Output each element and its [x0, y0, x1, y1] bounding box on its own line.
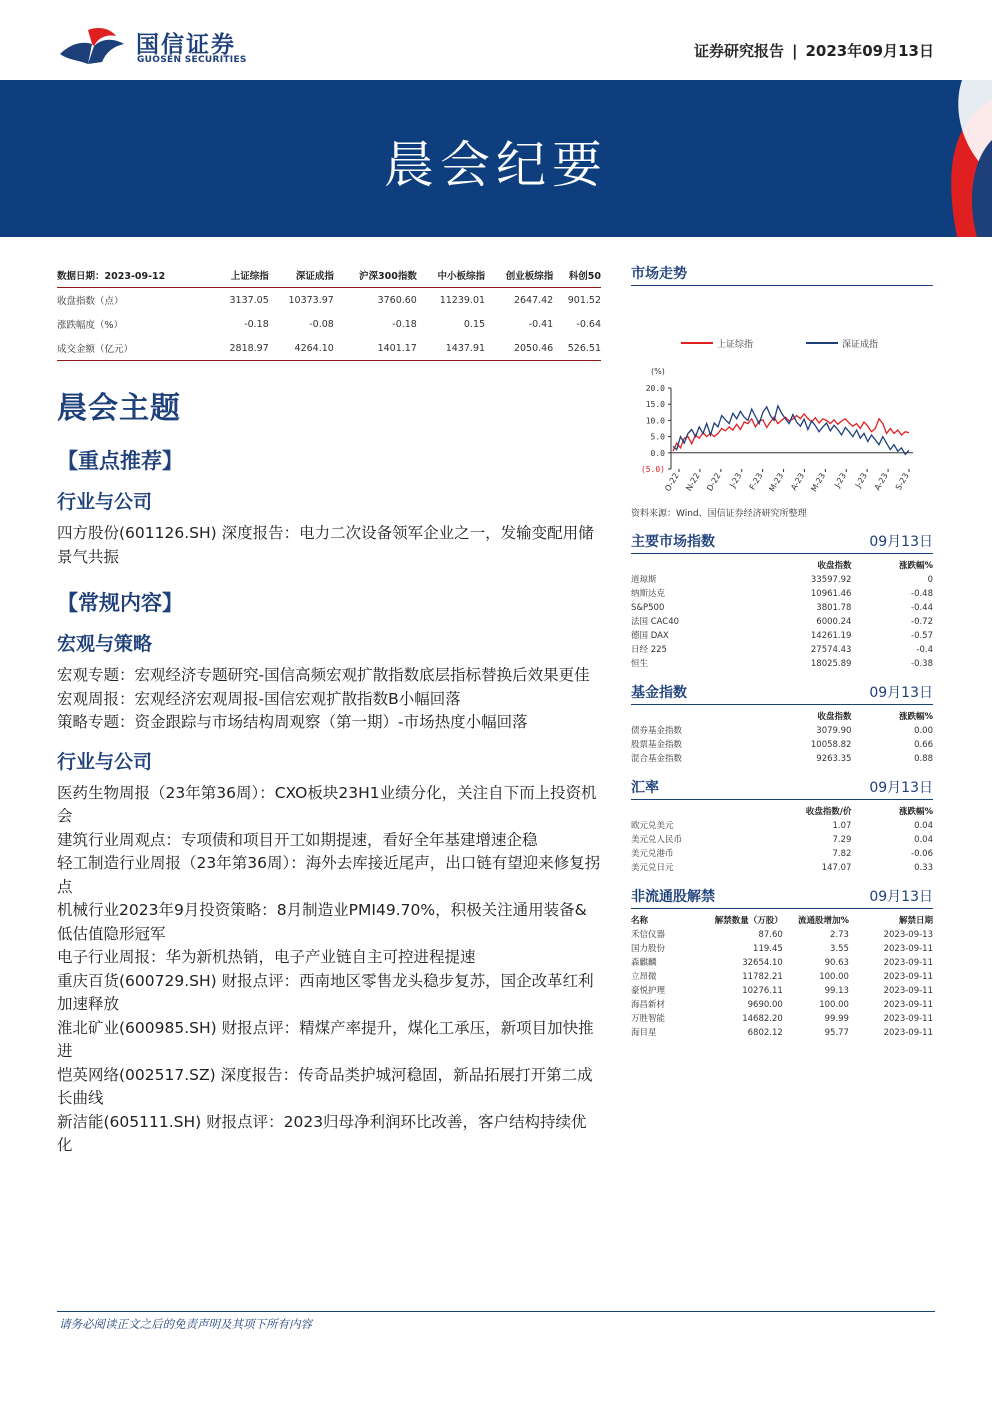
index-cell: 收盘指数（点）	[57, 296, 124, 307]
key-items-list	[57, 522, 601, 569]
major-index-cell: 33597.92	[810, 574, 852, 585]
index-header-cell: 科创50	[553, 262, 601, 288]
x-tick-label: N-22	[684, 471, 702, 493]
title-banner	[0, 80, 992, 237]
major-index-cell: 德国 DAX	[631, 630, 669, 641]
y-tick-label: 20.0	[645, 384, 665, 393]
fx-title: 汇率	[631, 780, 659, 796]
unlock-cell: 100.00	[819, 999, 849, 1010]
fx-cell: -0.06	[911, 848, 933, 859]
index-header-cell: 数据日期：2023-09-12	[57, 262, 212, 288]
fx-date: 09月13日	[869, 780, 933, 796]
fund-index-header-cell	[631, 705, 752, 724]
key-industry-subheader: 行业与公司	[57, 491, 153, 513]
major-indices-title: 主要市场指数	[631, 534, 715, 550]
unlock-cell: 87.60	[758, 929, 783, 940]
major-index-cell: 恒生	[631, 658, 649, 669]
unlock-row	[631, 1012, 933, 1026]
legend-label: 上证综指	[717, 340, 754, 350]
major-index-cell: -0.48	[911, 588, 933, 599]
major-index-row	[631, 587, 933, 601]
fund-index-row	[631, 724, 933, 738]
unlock-header-cell: 名称	[631, 916, 649, 926]
unlock-row	[631, 956, 933, 970]
unlock-cell: 国力股份	[631, 943, 666, 954]
macro-items-list	[57, 664, 601, 735]
guosen-logo-icon	[58, 24, 130, 68]
major-index-cell: 3801.78	[816, 602, 852, 613]
unlock-cell: 99.99	[824, 1013, 849, 1024]
index-cell: 2818.97	[212, 336, 268, 361]
unlock-header-cell: 流通股增加%	[797, 916, 849, 926]
fund-indices-table	[631, 705, 933, 766]
market-trend-chart	[631, 286, 933, 504]
report-type: 证券研究报告	[694, 42, 785, 60]
report-item: 恺英网络(002517.SZ) 深度报告：传奇品类护城河稳固，新品拓展打开第二成长曲线	[57, 1065, 593, 1107]
fx-cell: 美元兑港币	[631, 848, 674, 859]
unlock-cell: 99.13	[824, 985, 849, 996]
unlock-cell: 11782.21	[742, 971, 783, 982]
x-tick-label: O-22	[663, 471, 681, 493]
unlock-row	[631, 928, 933, 942]
key-recommend-header: 【重点推荐】	[57, 448, 183, 473]
unlock-cell: 立昂微	[631, 971, 657, 982]
footer-rule	[57, 1311, 935, 1312]
unlock-cell: 95.77	[824, 1027, 849, 1038]
unlock-row	[631, 970, 933, 984]
fx-cell: 7.82	[832, 848, 852, 859]
x-tick-label: A-23	[789, 471, 807, 492]
unlock-cell: 2023-09-11	[883, 957, 933, 968]
index-cell: -0.08	[309, 318, 334, 330]
fund-index-row	[631, 738, 933, 752]
industry-items-list	[57, 782, 601, 1158]
index-cell: 涨跌幅度（%）	[57, 320, 124, 331]
banner-title: 晨会纪要	[384, 136, 608, 194]
x-tick-label: D-22	[705, 471, 723, 493]
unlock-cell: 90.63	[824, 957, 849, 968]
chart-source: 资料来源：Wind、国信证券经济研究所整理	[631, 509, 807, 519]
fx-cell: 147.07	[821, 862, 852, 873]
index-cell: 11239.01	[439, 294, 486, 306]
index-cell: 2050.46	[485, 336, 553, 361]
report-item: 淮北矿业(600985.SH) 财报点评：精煤产率提升，煤化工承压，新项目加快推进	[57, 1018, 594, 1060]
unlock-header-cell: 解禁数量（万股）	[714, 916, 783, 926]
index-cell: 1437.91	[417, 336, 485, 361]
unlock-cell: 100.00	[819, 971, 849, 982]
fx-header-cell: 涨跌幅%	[898, 807, 933, 817]
unlock-cell: 2023-09-11	[883, 971, 933, 982]
fund-indices-title: 基金指数	[631, 685, 687, 701]
major-index-cell: -0.38	[911, 658, 933, 669]
report-item: 轻工制造行业周报（23年第36周）：海外去库接近尾声，出口链有望迎来修复拐点	[57, 854, 601, 896]
fund-index-header-cell: 收盘指数	[817, 712, 852, 722]
logo-english-name: GUOSEN SECURITIES	[137, 55, 247, 65]
unlock-header-cell: 解禁日期	[898, 916, 933, 926]
index-header-cell: 上证综指	[212, 262, 268, 288]
index-cell: 2647.42	[513, 294, 554, 306]
fx-cell: 0.04	[914, 834, 933, 845]
fund-index-cell: 0.00	[914, 725, 933, 736]
report-date: 2023年09月13日	[805, 42, 934, 60]
major-index-cell: 法国 CAC40	[631, 616, 680, 627]
report-item: 新洁能(605111.SH) 财报点评：2023归母净利润环比改善，客户结构持续优化	[57, 1112, 587, 1154]
fx-row	[631, 861, 933, 875]
unlock-row	[631, 1026, 933, 1040]
x-tick-label: S-23	[893, 471, 911, 492]
report-item: 四方股份(601126.SH) 深度报告：电力二次设备领军企业之一，发输变配用储景气共振	[57, 524, 594, 566]
fx-table	[631, 800, 933, 875]
y-tick-label: 5.0	[650, 432, 665, 442]
index-cell: 901.52	[567, 294, 601, 306]
left-column	[57, 262, 601, 1158]
unlock-cell: 2023-09-11	[883, 943, 933, 954]
fund-index-cell: 10058.82	[810, 739, 852, 750]
unlock-cell: 禾信仪器	[631, 929, 666, 940]
report-item: 策略专题：资金跟踪与市场结构周观察（第一期）-市场热度小幅回落	[57, 713, 528, 731]
industry-subheader: 行业与公司	[57, 750, 153, 773]
unlock-cell: 14682.20	[742, 1013, 783, 1024]
fund-index-cell: 混合基金指数	[631, 753, 683, 764]
unlock-cell: 2023-09-13	[883, 929, 933, 940]
unlock-cell: 10276.11	[742, 985, 783, 996]
fx-cell: 1.07	[832, 820, 852, 831]
major-index-cell: 18025.89	[810, 658, 852, 669]
y-axis-unit: (%)	[651, 367, 665, 376]
fx-cell: 0.04	[914, 820, 933, 831]
major-indices-date: 09月13日	[869, 534, 933, 550]
unlock-cell: 万胜智能	[631, 1013, 666, 1024]
x-tick-label: J-23	[853, 471, 869, 490]
y-tick-label: 15.0	[645, 400, 665, 410]
unlock-header	[631, 889, 933, 909]
index-row	[57, 312, 601, 336]
fund-indices-date: 09月13日	[869, 685, 933, 701]
major-index-cell: 27574.43	[810, 644, 852, 655]
fund-index-cell: 债券基金指数	[631, 725, 683, 736]
doc-meta: 证券研究报告 | 2023年09月13日	[694, 42, 934, 60]
major-index-cell: 日经 225	[631, 644, 667, 655]
unlock-cell: 2.73	[830, 929, 849, 940]
fx-cell: 美元兑日元	[631, 862, 674, 873]
y-tick-label: 10.0	[645, 416, 665, 426]
logo-chinese-name: 国信证券	[136, 32, 236, 58]
unlock-cell: 2023-09-11	[883, 1027, 933, 1038]
macro-subheader: 宏观与策略	[57, 633, 153, 655]
report-item: 医药生物周报（23年第36周）：CXO板块23H1业绩分化，关注自下而上投资机会	[57, 783, 597, 825]
index-header-cell: 沪深300指数	[334, 262, 417, 288]
report-item: 建筑行业周观点：专项债和项目开工如期提速，看好全年基建增速企稳	[57, 830, 538, 849]
index-cell: 1401.17	[334, 336, 417, 361]
major-index-cell: 纳斯达克	[631, 588, 666, 599]
major-index-header-cell: 涨跌幅%	[898, 561, 933, 571]
unlock-cell: 豪悦护理	[631, 985, 666, 996]
index-cell: 0.15	[463, 318, 486, 330]
unlock-cell: 3.55	[830, 943, 849, 954]
x-tick-label: M-23	[767, 471, 786, 494]
report-item: 电子行业周报：华为新机热销，电子产业链自主可控进程提速	[57, 948, 476, 966]
major-index-row	[631, 657, 933, 671]
index-summary-table	[57, 262, 601, 361]
major-index-cell: 0	[927, 574, 933, 585]
fund-index-cell: 股票基金指数	[631, 739, 683, 750]
fx-cell: 美元兑人民币	[631, 834, 683, 845]
fx-header	[631, 780, 933, 800]
unlock-cell: 119.45	[753, 943, 783, 954]
unlock-row	[631, 998, 933, 1012]
major-index-cell: -0.44	[911, 602, 933, 613]
major-index-row	[631, 643, 933, 657]
y-tick-label: (5.0)	[640, 465, 665, 474]
fund-index-cell: 0.66	[914, 739, 933, 750]
unlock-cell: 海昌新材	[631, 999, 666, 1010]
trend-chart-svg	[631, 286, 933, 504]
index-header-cell: 中小板综指	[417, 262, 485, 288]
page-header	[0, 0, 992, 80]
index-cell: -0.64	[576, 318, 601, 330]
fx-row	[631, 833, 933, 847]
major-index-header-cell	[631, 554, 752, 573]
report-item: 重庆百货(600729.SH) 财报点评：西南地区零售龙头稳步复苏，国企改革红利加速释放	[57, 971, 594, 1013]
major-index-cell: S&P500	[631, 602, 665, 613]
x-tick-label: F-23	[747, 471, 765, 492]
major-index-row	[631, 615, 933, 629]
major-index-cell: -0.57	[911, 630, 933, 641]
major-index-row	[631, 573, 933, 587]
index-cell: 3137.05	[229, 294, 269, 306]
index-row	[57, 336, 601, 361]
major-index-header-cell: 收盘指数	[817, 561, 852, 571]
market-trend-title: 市场走势	[631, 266, 687, 282]
index-cell: 3760.60	[377, 294, 417, 306]
y-tick-label: 0.0	[650, 448, 665, 458]
x-tick-label: M-23	[809, 471, 828, 494]
x-tick-label: J-23	[832, 471, 849, 490]
unlock-title: 非流通股解禁	[631, 889, 715, 905]
major-index-row	[631, 629, 933, 643]
index-cell: -0.18	[244, 318, 269, 330]
index-cell: -0.18	[392, 318, 417, 330]
footer-disclaimer: 请务必阅读正文之后的免责声明及其项下所有内容	[59, 1317, 312, 1331]
major-index-cell: -0.4	[916, 644, 933, 655]
fx-row	[631, 819, 933, 833]
unlock-cell: 6802.12	[747, 1027, 783, 1038]
index-cell: 526.51	[553, 336, 601, 361]
major-index-cell: 道琼斯	[631, 574, 657, 585]
fund-index-cell: 9263.35	[816, 753, 852, 764]
major-index-cell: 10961.46	[810, 588, 852, 599]
unlock-date: 09月13日	[869, 889, 933, 905]
fund-index-cell: 0.88	[914, 753, 933, 764]
index-header-cell: 深证成指	[269, 262, 334, 288]
major-index-row	[631, 601, 933, 615]
report-item: 宏观专题：宏观经济专题研究-国信高频宏观扩散指数底层指标替换后效果更佳	[57, 666, 590, 684]
fund-index-cell: 3079.90	[816, 725, 852, 736]
index-cell: 成交金额（亿元）	[57, 336, 212, 361]
regular-content-header: 【常规内容】	[57, 590, 183, 615]
fx-cell: 0.33	[914, 862, 933, 873]
unlock-cell: 32654.10	[742, 957, 783, 968]
index-header-cell: 创业板综指	[485, 262, 553, 288]
fx-header-cell: 收盘指数/价	[805, 807, 852, 817]
fx-header-cell	[631, 800, 752, 819]
fund-indices-header	[631, 685, 933, 705]
fx-cell: 7.29	[832, 834, 852, 845]
fx-row	[631, 847, 933, 861]
fund-index-header-cell: 涨跌幅%	[898, 712, 933, 722]
right-column	[631, 266, 933, 1040]
legend-label: 深证成指	[842, 340, 879, 350]
index-cell: 10373.97	[288, 294, 334, 306]
unlock-cell: 9690.00	[747, 999, 783, 1010]
unlock-row	[631, 942, 933, 956]
market-trend-header	[631, 266, 933, 286]
unlock-row	[631, 984, 933, 998]
index-cell: -0.41	[528, 318, 554, 330]
major-index-cell: -0.72	[911, 616, 933, 627]
unlock-cell: 森麒麟	[631, 957, 657, 968]
major-index-cell: 14261.19	[810, 630, 852, 641]
index-cell: 4264.10	[269, 336, 334, 361]
section-main-title: 晨会主题	[57, 391, 181, 426]
fund-index-row	[631, 752, 933, 766]
unlock-cell: 2023-09-11	[883, 985, 933, 996]
unlock-cell: 2023-09-11	[883, 999, 933, 1010]
report-item: 宏观周报：宏观经济宏观周报-国信宏观扩散指数B小幅回落	[57, 689, 461, 708]
fx-cell: 欧元兑美元	[631, 820, 674, 831]
unlock-cell: 2023-09-11	[883, 1013, 933, 1024]
unlock-table	[631, 909, 933, 1040]
major-indices-header	[631, 534, 933, 554]
report-item: 机械行业2023年9月投资策略：8月制造业PMI49.70%，积极关注通用装备&低估值隐形冠军	[57, 901, 587, 943]
major-index-cell: 6000.24	[816, 616, 852, 627]
x-tick-label: J-23	[728, 471, 744, 490]
index-row	[57, 288, 601, 313]
unlock-cell: 海目星	[631, 1027, 657, 1038]
x-tick-label: A-23	[872, 471, 890, 492]
major-indices-table	[631, 554, 933, 671]
